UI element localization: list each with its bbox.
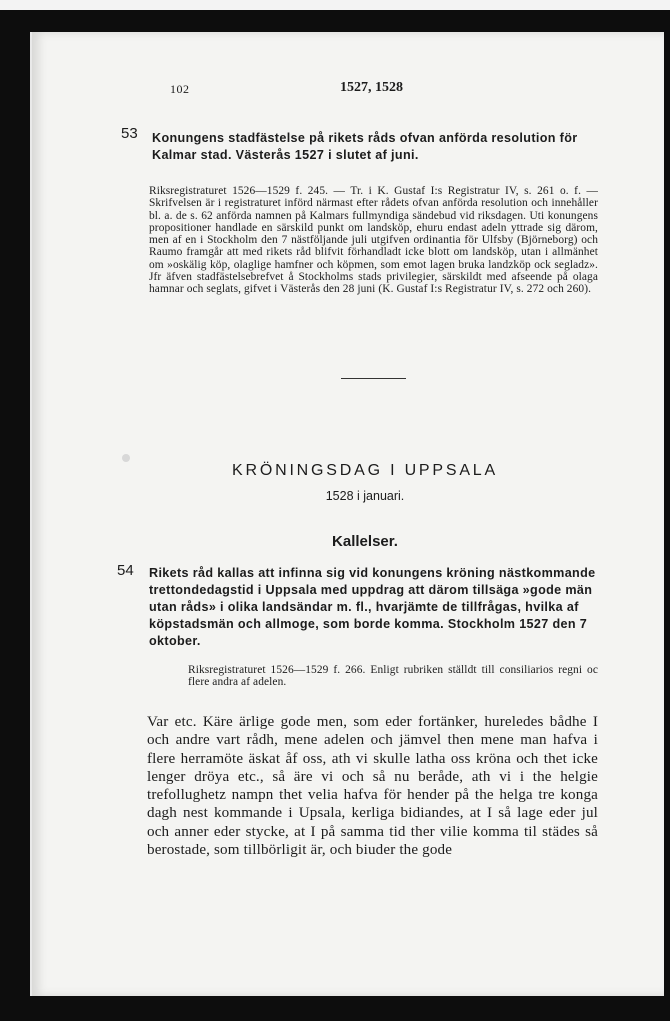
scan-bottom-border — [0, 996, 670, 1021]
entry-note: Riksregistraturet 1526—1529 f. 266. Enligt rubriken ställdt till consiliarios regni oc flere andra af adelen. — [188, 664, 598, 689]
entry-number: 53 — [121, 125, 138, 142]
scan-right-border — [664, 10, 670, 1021]
ink-bleed — [122, 454, 130, 462]
entry-number: 54 — [117, 562, 134, 579]
scan-top-border — [0, 10, 670, 32]
entry-title: Konungens stadfästelse på rikets råds ofvan anförda resolution för Kalmar stad. Västerås 1527 i slutet af juni. — [152, 131, 578, 162]
scan-left-border — [0, 10, 30, 1021]
subsection-title: Kallelser. — [332, 533, 398, 550]
letter-text: Var etc. Käre ärlige gode men, som eder fortänker, hureledes bådhe I och andre vart rådh, mene adelen och jämvel then mene man hafva i flere herramöte äskat åf oss, ath vi skulle latha oss kröna och thet icke lenger dröya etc., så äre vi och så nu beråde, ath vi i the helgie trefollughetz nampn thet velia hafva för hender på the helga tre konga dagh nest kommande i Upsala, kerliga bidiandes, at I så lage eder jul och anner eder stycke, at I på samma tid ther vilie komma til städes så berostade, som tillbörligit är, och biuder the gode — [147, 714, 598, 859]
entry-title: Rikets råd kallas att infinna sig vid konungens kröning nästkommande trettondedagstid i Uppsala med uppdrag att därom tillsäga »gode män utan råds» i olika landsändar m. fl., hvarjämte de tillfrågas, hvilka af köpstadsmän och allmoge, som borde komma. Stockholm 1527 den 7 oktober. — [149, 566, 596, 648]
scan-top-margin — [0, 0, 670, 10]
entry-note: Riksregistraturet 1526—1529 f. 245. — Tr. i K. Gustaf I:s Registratur IV, s. 261 o. f. — Skrifvelsen är i registraturet införd närmast efter rådets ofvan anförda resolution och innehåller bl. a. de s. 62 anförda namnen på Kalmars fullmyndiga sändebud vid riksdagen. Uti konungens propositioner handlade en särskild punkt om landsköp, ehuru endast adeln yttrade sig därom, men af en i Stockholm den 7 nästföljande juli utgifven ordinantia för Ulfsby (Björneborg) och Raumo framgår att med rikets råd blifvit förhandladt icke blott om landsköp, utan i allmänhet om »oskälig köp, olaglige hamfner och köpmen, som emot lagen bruka landzköp ock segladz». Jfr äfven stadfästelsebrefvet å Stockholms stads privilegier, särskildt med afseende på olaga hamnar och seglats, gifvet i Västerås den 28 juni (K. Gustaf I:s Registratur IV, s. 272 och 260). — [149, 185, 598, 296]
page-number: 102 — [170, 82, 190, 96]
running-title: 1527, 1528 — [340, 80, 403, 95]
section-divider — [341, 378, 406, 379]
section-title: KRÖNINGSDAG I UPPSALA — [232, 462, 498, 479]
section-date: 1528 i januari. — [325, 489, 405, 503]
